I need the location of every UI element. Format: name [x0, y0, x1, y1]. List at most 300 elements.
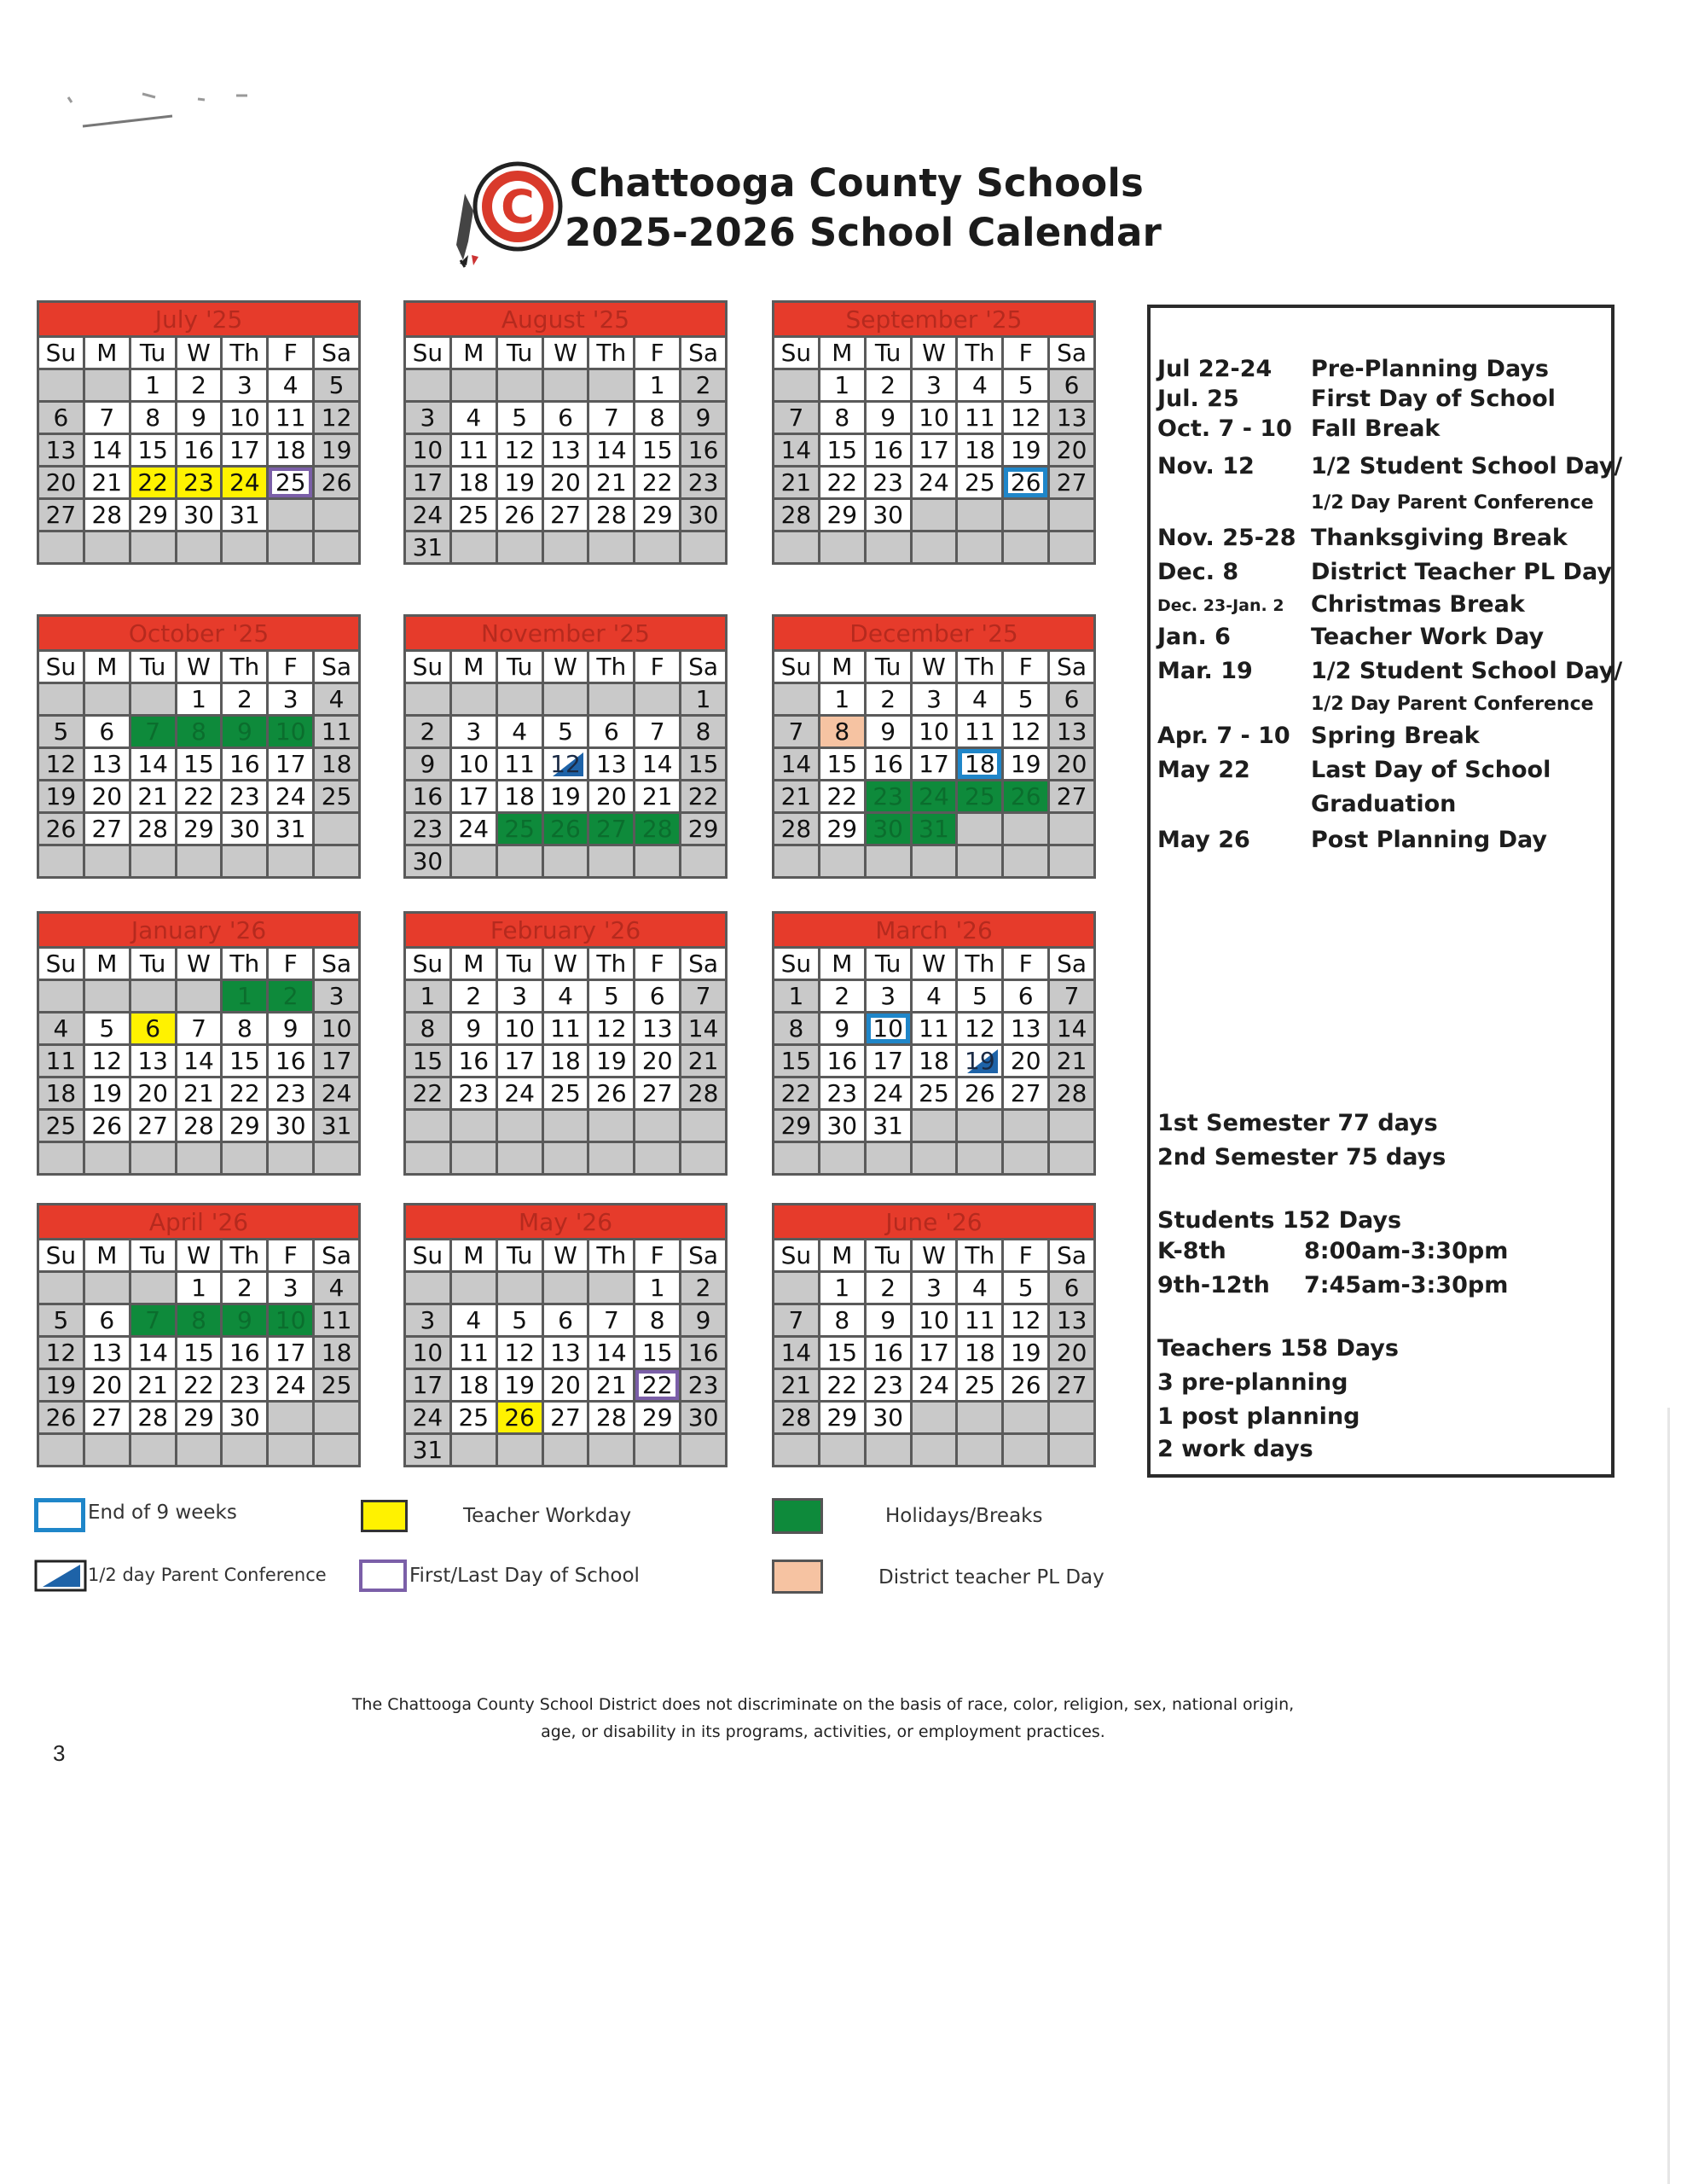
day-cell: 7 [131, 717, 175, 746]
day-cell: 8 [635, 403, 679, 433]
day-cell: 31 [406, 532, 449, 562]
month-header: September '25 [774, 303, 1093, 335]
day-cell: 27 [544, 500, 588, 530]
weekday-label: Th [589, 949, 633, 979]
day-cell: 3 [223, 370, 266, 400]
empty-day-cell [85, 370, 129, 400]
empty-day-cell [223, 846, 266, 876]
day-cell: 22 [177, 781, 221, 811]
day-cell: 16 [452, 1046, 496, 1076]
month-calendar [772, 300, 1096, 565]
empty-day-cell [269, 1403, 312, 1432]
day-cell: 18 [452, 1370, 496, 1400]
weekday-label: Th [589, 1240, 633, 1270]
day-cell: 29 [177, 814, 221, 844]
day-cell: 4 [315, 1273, 358, 1303]
day-cell: 31 [913, 814, 956, 844]
day-cell: 5 [1004, 1273, 1047, 1303]
day-cell: 26 [544, 814, 588, 844]
day-cell: 8 [177, 1305, 221, 1335]
weekday-label: F [635, 652, 679, 682]
day-cell: 7 [1050, 981, 1093, 1011]
day-cell: 30 [406, 846, 449, 876]
empty-day-cell [131, 846, 175, 876]
day-cell: 1 [820, 370, 864, 400]
pen-scribble [61, 85, 317, 136]
empty-day-cell [589, 370, 633, 400]
empty-day-cell [131, 1273, 175, 1303]
day-cell: 4 [544, 981, 588, 1011]
weekday-label: F [269, 338, 312, 368]
month-grid [406, 338, 725, 562]
day-cell: 15 [774, 1046, 818, 1076]
empty-day-cell [1050, 500, 1093, 530]
weekday-label: Tu [867, 1240, 910, 1270]
empty-day-cell [589, 1435, 633, 1465]
day-cell: 8 [177, 717, 221, 746]
key-stat-label: 9th-12th [1157, 1272, 1270, 1298]
weekday-label: Su [774, 949, 818, 979]
day-cell: 25 [452, 1403, 496, 1432]
day-cell: 18 [452, 468, 496, 497]
weekday-label: Sa [1050, 1240, 1093, 1270]
day-cell: 26 [1004, 468, 1047, 497]
weekday-label: Sa [681, 949, 725, 979]
day-cell: 17 [269, 749, 312, 779]
empty-day-cell [774, 1435, 818, 1465]
month-header: April '26 [39, 1205, 358, 1238]
weekday-label: Th [589, 338, 633, 368]
weekday-label: Sa [681, 338, 725, 368]
empty-day-cell [1050, 814, 1093, 844]
empty-day-cell [774, 1143, 818, 1173]
day-cell: 15 [820, 435, 864, 465]
day-cell: 18 [913, 1046, 956, 1076]
day-cell: 11 [269, 403, 312, 433]
day-cell: 1 [131, 370, 175, 400]
empty-day-cell [958, 500, 1001, 530]
day-cell: 13 [39, 435, 83, 465]
day-cell: 27 [544, 1403, 588, 1432]
key-event-description: 1/2 Student School Day/ [1311, 453, 1623, 479]
day-cell: 28 [589, 500, 633, 530]
key-stat-label: 1st Semester 77 days [1157, 1110, 1438, 1136]
day-cell: 2 [223, 684, 266, 714]
month-grid [39, 338, 358, 562]
day-cell: 13 [1004, 1014, 1047, 1043]
weekday-label: Th [958, 338, 1001, 368]
empty-day-cell [635, 1435, 679, 1465]
weekday-label: M [85, 338, 129, 368]
key-event-description: 1/2 Student School Day/ [1311, 658, 1623, 684]
key-stat-value: 8:00am-3:30pm [1304, 1238, 1509, 1264]
month-calendar [403, 911, 728, 1176]
empty-day-cell [131, 1143, 175, 1173]
empty-day-cell [177, 532, 221, 562]
key-stat-label: Students 152 Days [1157, 1207, 1402, 1234]
day-cell: 16 [177, 435, 221, 465]
day-cell: 13 [544, 1338, 588, 1368]
first-last-day-swatch [359, 1560, 407, 1592]
day-cell: 16 [867, 435, 910, 465]
weekday-label: W [913, 652, 956, 682]
empty-day-cell [131, 532, 175, 562]
empty-day-cell [131, 1435, 175, 1465]
day-cell: 7 [177, 1014, 221, 1043]
day-cell: 24 [498, 1078, 542, 1108]
empty-day-cell [544, 684, 588, 714]
day-cell: 15 [820, 1338, 864, 1368]
day-cell: 17 [913, 435, 956, 465]
day-cell: 14 [131, 1338, 175, 1368]
day-cell: 5 [498, 403, 542, 433]
day-cell: 25 [544, 1078, 588, 1108]
day-cell: 1 [635, 1273, 679, 1303]
empty-day-cell [635, 1143, 679, 1173]
day-cell: 6 [39, 403, 83, 433]
day-cell: 10 [913, 1305, 956, 1335]
day-cell: 15 [177, 749, 221, 779]
day-cell: 12 [1004, 1305, 1047, 1335]
end-of-9-weeks-swatch [34, 1498, 85, 1532]
day-cell: 23 [406, 814, 449, 844]
day-cell: 26 [589, 1078, 633, 1108]
empty-day-cell [681, 1435, 725, 1465]
day-cell: 9 [223, 1305, 266, 1335]
key-event-date: Dec. 23-Jan. 2 [1157, 596, 1284, 615]
day-cell: 30 [269, 1111, 312, 1141]
weekday-label: Th [223, 1240, 266, 1270]
day-cell: 22 [820, 1370, 864, 1400]
day-cell: 7 [131, 1305, 175, 1335]
weekday-label: M [452, 652, 496, 682]
month-grid [39, 652, 358, 876]
day-cell: 7 [774, 1305, 818, 1335]
day-cell: 20 [131, 1078, 175, 1108]
day-cell: 2 [269, 981, 312, 1011]
day-cell: 29 [635, 500, 679, 530]
teacher-workday-swatch [361, 1500, 408, 1532]
empty-day-cell [820, 1435, 864, 1465]
day-cell: 6 [544, 403, 588, 433]
key-event-description: Teacher Work Day [1311, 624, 1545, 650]
empty-day-cell [452, 1435, 496, 1465]
key-event-date: Nov. 12 [1157, 453, 1255, 479]
month-grid [39, 1240, 358, 1465]
day-cell: 7 [85, 403, 129, 433]
weekday-label: Sa [315, 338, 358, 368]
day-cell: 23 [223, 781, 266, 811]
day-cell: 8 [820, 717, 864, 746]
day-cell: 7 [589, 403, 633, 433]
empty-day-cell [544, 1273, 588, 1303]
day-cell: 20 [544, 1370, 588, 1400]
day-cell: 3 [913, 370, 956, 400]
day-cell: 27 [85, 1403, 129, 1432]
day-cell: 5 [1004, 684, 1047, 714]
day-cell: 14 [589, 1338, 633, 1368]
key-event-description: First Day of School [1311, 386, 1556, 412]
day-cell: 9 [269, 1014, 312, 1043]
day-cell: 8 [681, 717, 725, 746]
day-cell: 24 [913, 781, 956, 811]
month-calendar [37, 300, 361, 565]
logo-letter: C [501, 180, 535, 234]
day-cell: 16 [867, 1338, 910, 1368]
day-cell: 4 [498, 717, 542, 746]
day-cell: 5 [315, 370, 358, 400]
weekday-label: Su [39, 652, 83, 682]
day-cell: 29 [820, 814, 864, 844]
key-event-description: Thanksgiving Break [1311, 525, 1568, 551]
empty-day-cell [1050, 1143, 1093, 1173]
key-event-date: Oct. 7 - 10 [1157, 415, 1292, 442]
weekday-label: M [820, 338, 864, 368]
day-cell: 3 [315, 981, 358, 1011]
day-cell: 30 [867, 1403, 910, 1432]
day-cell: 27 [1050, 781, 1093, 811]
weekday-label: W [913, 1240, 956, 1270]
day-cell: 19 [958, 1046, 1001, 1076]
weekday-label: W [544, 338, 588, 368]
empty-day-cell [269, 1143, 312, 1173]
weekday-label: Sa [681, 1240, 725, 1270]
day-cell: 14 [774, 749, 818, 779]
day-cell: 13 [131, 1046, 175, 1076]
day-cell: 12 [589, 1014, 633, 1043]
day-cell: 4 [958, 1273, 1001, 1303]
empty-day-cell [589, 684, 633, 714]
day-cell: 5 [589, 981, 633, 1011]
day-cell: 17 [867, 1046, 910, 1076]
empty-day-cell [452, 532, 496, 562]
day-cell: 21 [774, 1370, 818, 1400]
key-event-description: Post Planning Day [1311, 827, 1548, 853]
day-cell: 21 [774, 781, 818, 811]
day-cell: 2 [820, 981, 864, 1011]
key-stat-label: 1 post planning [1157, 1403, 1360, 1430]
day-cell: 9 [867, 717, 910, 746]
key-event-date: Jul. 25 [1157, 386, 1239, 412]
day-cell: 20 [85, 1370, 129, 1400]
day-cell: 30 [867, 500, 910, 530]
empty-day-cell [820, 532, 864, 562]
day-cell: 25 [452, 500, 496, 530]
empty-day-cell [1004, 814, 1047, 844]
calendar-key-box [1147, 305, 1623, 1478]
day-cell: 3 [498, 981, 542, 1011]
day-cell: 4 [958, 684, 1001, 714]
day-cell: 24 [913, 468, 956, 497]
month-grid [39, 949, 358, 1173]
empty-day-cell [544, 846, 588, 876]
day-cell: 2 [681, 1273, 725, 1303]
day-cell: 5 [1004, 370, 1047, 400]
day-cell: 9 [406, 749, 449, 779]
empty-day-cell [39, 1273, 83, 1303]
weekday-label: Su [774, 338, 818, 368]
day-cell: 30 [681, 500, 725, 530]
day-cell: 1 [177, 684, 221, 714]
empty-day-cell [39, 846, 83, 876]
day-cell: 31 [406, 1435, 449, 1465]
day-cell: 31 [223, 500, 266, 530]
weekday-label: Su [774, 1240, 818, 1270]
month-calendar [403, 1203, 728, 1467]
empty-day-cell [452, 1273, 496, 1303]
holidays-breaks-label: Holidays/Breaks [885, 1505, 1043, 1527]
weekday-label: Su [406, 338, 449, 368]
weekday-label: F [1004, 1240, 1047, 1270]
empty-day-cell [635, 532, 679, 562]
day-cell: 10 [913, 717, 956, 746]
empty-day-cell [1004, 846, 1047, 876]
day-cell: 1 [820, 1273, 864, 1303]
weekday-label: Tu [867, 338, 910, 368]
empty-day-cell [498, 684, 542, 714]
day-cell: 4 [39, 1014, 83, 1043]
day-cell: 24 [452, 814, 496, 844]
empty-day-cell [223, 532, 266, 562]
day-cell: 29 [681, 814, 725, 844]
day-cell: 18 [315, 749, 358, 779]
day-cell: 4 [452, 403, 496, 433]
day-cell: 21 [589, 468, 633, 497]
day-cell: 2 [867, 684, 910, 714]
empty-day-cell [131, 684, 175, 714]
weekday-label: M [85, 949, 129, 979]
day-cell: 28 [131, 1403, 175, 1432]
month-header: December '25 [774, 617, 1093, 649]
weekday-label: Su [406, 652, 449, 682]
day-cell: 5 [498, 1305, 542, 1335]
empty-day-cell [315, 1143, 358, 1173]
day-cell: 13 [1050, 403, 1093, 433]
day-cell: 10 [867, 1014, 910, 1043]
day-cell: 8 [131, 403, 175, 433]
empty-day-cell [269, 1435, 312, 1465]
weekday-label: Tu [498, 338, 542, 368]
empty-day-cell [315, 846, 358, 876]
day-cell: 21 [177, 1078, 221, 1108]
day-cell: 22 [681, 781, 725, 811]
weekday-label: F [269, 949, 312, 979]
notice-line-2: age, or disability in its programs, activities, or employment practices. [541, 1722, 1105, 1741]
day-cell: 14 [1050, 1014, 1093, 1043]
day-cell: 27 [635, 1078, 679, 1108]
weekday-label: M [820, 1240, 864, 1270]
empty-day-cell [1004, 1403, 1047, 1432]
key-stat-label: 2 work days [1157, 1436, 1313, 1462]
day-cell: 6 [589, 717, 633, 746]
page-title: Chattooga County Schools [570, 160, 1145, 206]
month-calendar [37, 911, 361, 1176]
day-cell: 28 [589, 1403, 633, 1432]
day-cell: 9 [867, 1305, 910, 1335]
month-header: March '26 [774, 914, 1093, 946]
day-cell: 26 [85, 1111, 129, 1141]
day-cell: 11 [544, 1014, 588, 1043]
day-cell: 23 [867, 468, 910, 497]
empty-day-cell [177, 1435, 221, 1465]
month-calendar [403, 300, 728, 565]
empty-day-cell [589, 1143, 633, 1173]
weekday-label: M [85, 1240, 129, 1270]
empty-day-cell [544, 1143, 588, 1173]
day-cell: 19 [544, 781, 588, 811]
day-cell: 11 [958, 403, 1001, 433]
day-cell: 23 [867, 1370, 910, 1400]
day-cell: 29 [635, 1403, 679, 1432]
day-cell: 3 [867, 981, 910, 1011]
weekday-label: Sa [681, 652, 725, 682]
day-cell: 10 [406, 435, 449, 465]
empty-day-cell [958, 532, 1001, 562]
day-cell: 22 [635, 468, 679, 497]
day-cell: 20 [85, 781, 129, 811]
day-cell: 27 [1050, 468, 1093, 497]
weekday-label: W [544, 652, 588, 682]
day-cell: 29 [820, 500, 864, 530]
weekday-label: Tu [498, 1240, 542, 1270]
day-cell: 2 [177, 370, 221, 400]
day-cell: 6 [85, 717, 129, 746]
empty-day-cell [452, 1143, 496, 1173]
weekday-label: W [913, 949, 956, 979]
half-day-conference-swatch-icon [34, 1560, 87, 1592]
empty-day-cell [269, 846, 312, 876]
day-cell: 11 [958, 717, 1001, 746]
weekday-label: Tu [131, 338, 175, 368]
key-event-description: Christmas Break [1311, 591, 1525, 618]
day-cell: 22 [177, 1370, 221, 1400]
day-cell: 20 [1050, 435, 1093, 465]
day-cell: 30 [223, 814, 266, 844]
empty-day-cell [39, 684, 83, 714]
weekday-label: Sa [315, 652, 358, 682]
month-grid [406, 652, 725, 876]
empty-day-cell [223, 1435, 266, 1465]
day-cell: 22 [635, 1370, 679, 1400]
day-cell: 1 [223, 981, 266, 1011]
day-cell: 8 [406, 1014, 449, 1043]
day-cell: 19 [39, 1370, 83, 1400]
month-grid [774, 338, 1093, 562]
key-event-description: Fall Break [1311, 415, 1441, 442]
day-cell: 23 [681, 1370, 725, 1400]
day-cell: 19 [315, 435, 358, 465]
empty-day-cell [958, 814, 1001, 844]
day-cell: 23 [177, 468, 221, 497]
empty-day-cell [177, 981, 221, 1011]
weekday-label: Tu [867, 949, 910, 979]
day-cell: 6 [1050, 370, 1093, 400]
month-grid [774, 1240, 1093, 1465]
half-day-conference-label: 1/2 day Parent Conference [88, 1565, 327, 1585]
empty-day-cell [406, 1111, 449, 1141]
day-cell: 2 [452, 981, 496, 1011]
page-number: 3 [53, 1740, 66, 1766]
day-cell: 7 [635, 717, 679, 746]
key-event-description: Spring Break [1311, 723, 1480, 749]
day-cell: 26 [958, 1078, 1001, 1108]
weekday-label: W [177, 949, 221, 979]
weekday-label: Sa [315, 1240, 358, 1270]
day-cell: 28 [177, 1111, 221, 1141]
weekday-label: Tu [867, 652, 910, 682]
day-cell: 16 [681, 435, 725, 465]
weekday-label: W [544, 949, 588, 979]
